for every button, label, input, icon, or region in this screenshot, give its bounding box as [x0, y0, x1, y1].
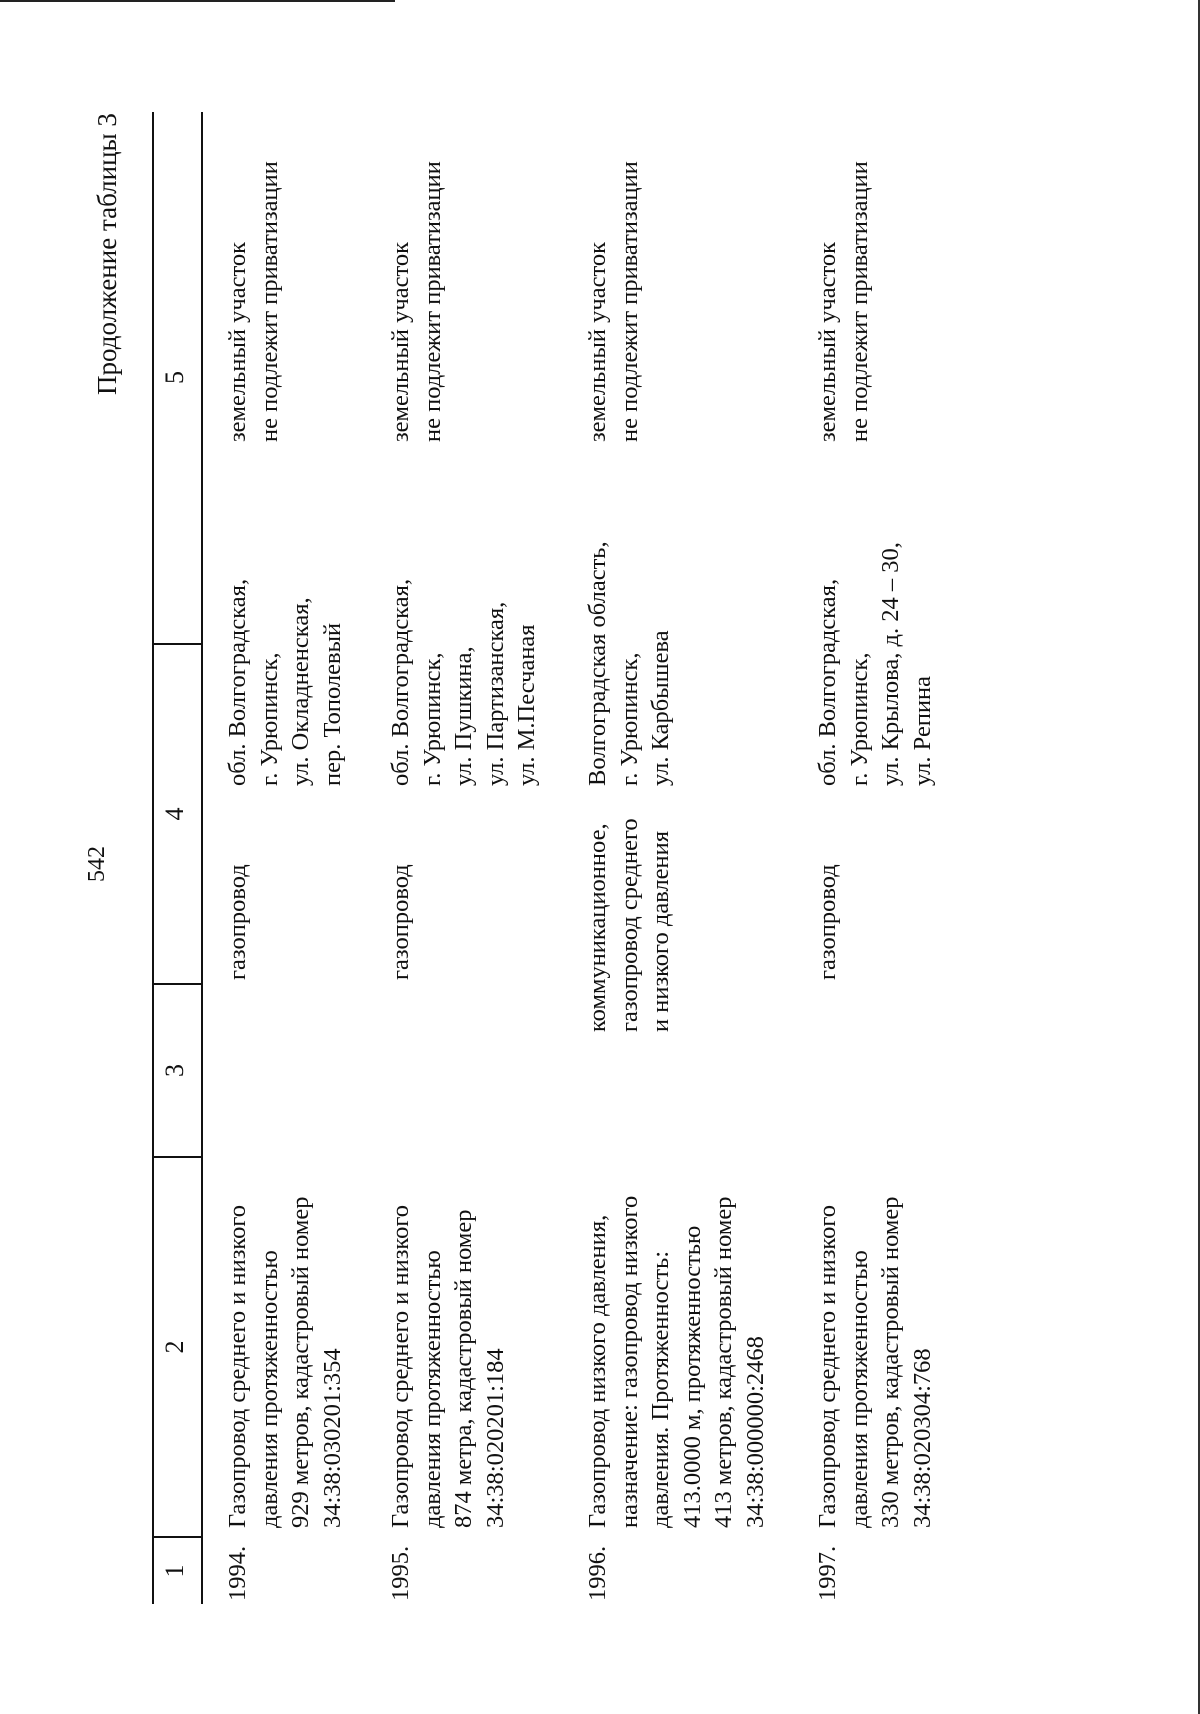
- header-bottom-rule: [201, 112, 203, 1604]
- object-note: земельный участок не подлежит приватизации: [814, 161, 873, 442]
- header-col-1: 1: [160, 1564, 189, 1578]
- table-caption: Продолжение таблицы 3: [92, 113, 122, 395]
- row-number: 1996.: [584, 1545, 611, 1601]
- header-col-4: 4: [160, 807, 189, 821]
- row-number: 1997.: [814, 1545, 841, 1601]
- object-name: Газопровод среднего и низкого давления протяженностью 330 метров, кадастровый номер 34:38:020304:768: [814, 1196, 936, 1528]
- object-address: обл. Волгоградская, г. Урюпинск, ул. Крылова, д. 24 – 30, ул. Репина: [814, 542, 936, 786]
- header-col-5: 5: [160, 371, 189, 384]
- object-type: газопровод: [224, 864, 251, 980]
- object-address: обл. Волгоградская, г. Урюпинск, ул. Окладненская, пер. Тополевый: [224, 578, 346, 786]
- page-number: 542: [84, 846, 110, 882]
- object-type: газопровод: [387, 864, 414, 980]
- row-number: 1995.: [387, 1545, 414, 1601]
- header-top-rule: [152, 112, 154, 1604]
- object-name: Газопровод низкого давления, назначение: газопровод низкого давления. Протяженность: 413.0000 м, протяженностью 413 метров, кадастровый номер 34:38:000000:2468: [584, 1195, 769, 1528]
- object-name: Газопровод среднего и низкого давления протяженностью 929 метров, кадастровый номер 34:38:030201:354: [224, 1196, 346, 1528]
- object-address: Волгоградская область, г. Урюпинск, ул. Карбышева: [584, 541, 674, 786]
- object-type: газопровод: [814, 864, 841, 980]
- row-number: 1994.: [224, 1545, 251, 1601]
- object-type: коммуникационное, газопровод среднего и низкого давления: [584, 818, 674, 1032]
- object-note: земельный участок не подлежит приватизации: [224, 161, 283, 442]
- object-name: Газопровод среднего и низкого давления протяженностью 874 метра, кадастровый номер 34:38:020201:184: [387, 1204, 509, 1528]
- header-col-3: 3: [160, 1064, 189, 1077]
- object-note: земельный участок не подлежит приватизации: [387, 161, 446, 442]
- object-note: земельный участок не подлежит приватизации: [584, 161, 643, 442]
- header-col-2: 2: [160, 1340, 189, 1354]
- object-address: обл. Волгоградская, г. Урюпинск, ул. Пушкина, ул. Партизанская, ул. М.Песчаная: [387, 578, 540, 786]
